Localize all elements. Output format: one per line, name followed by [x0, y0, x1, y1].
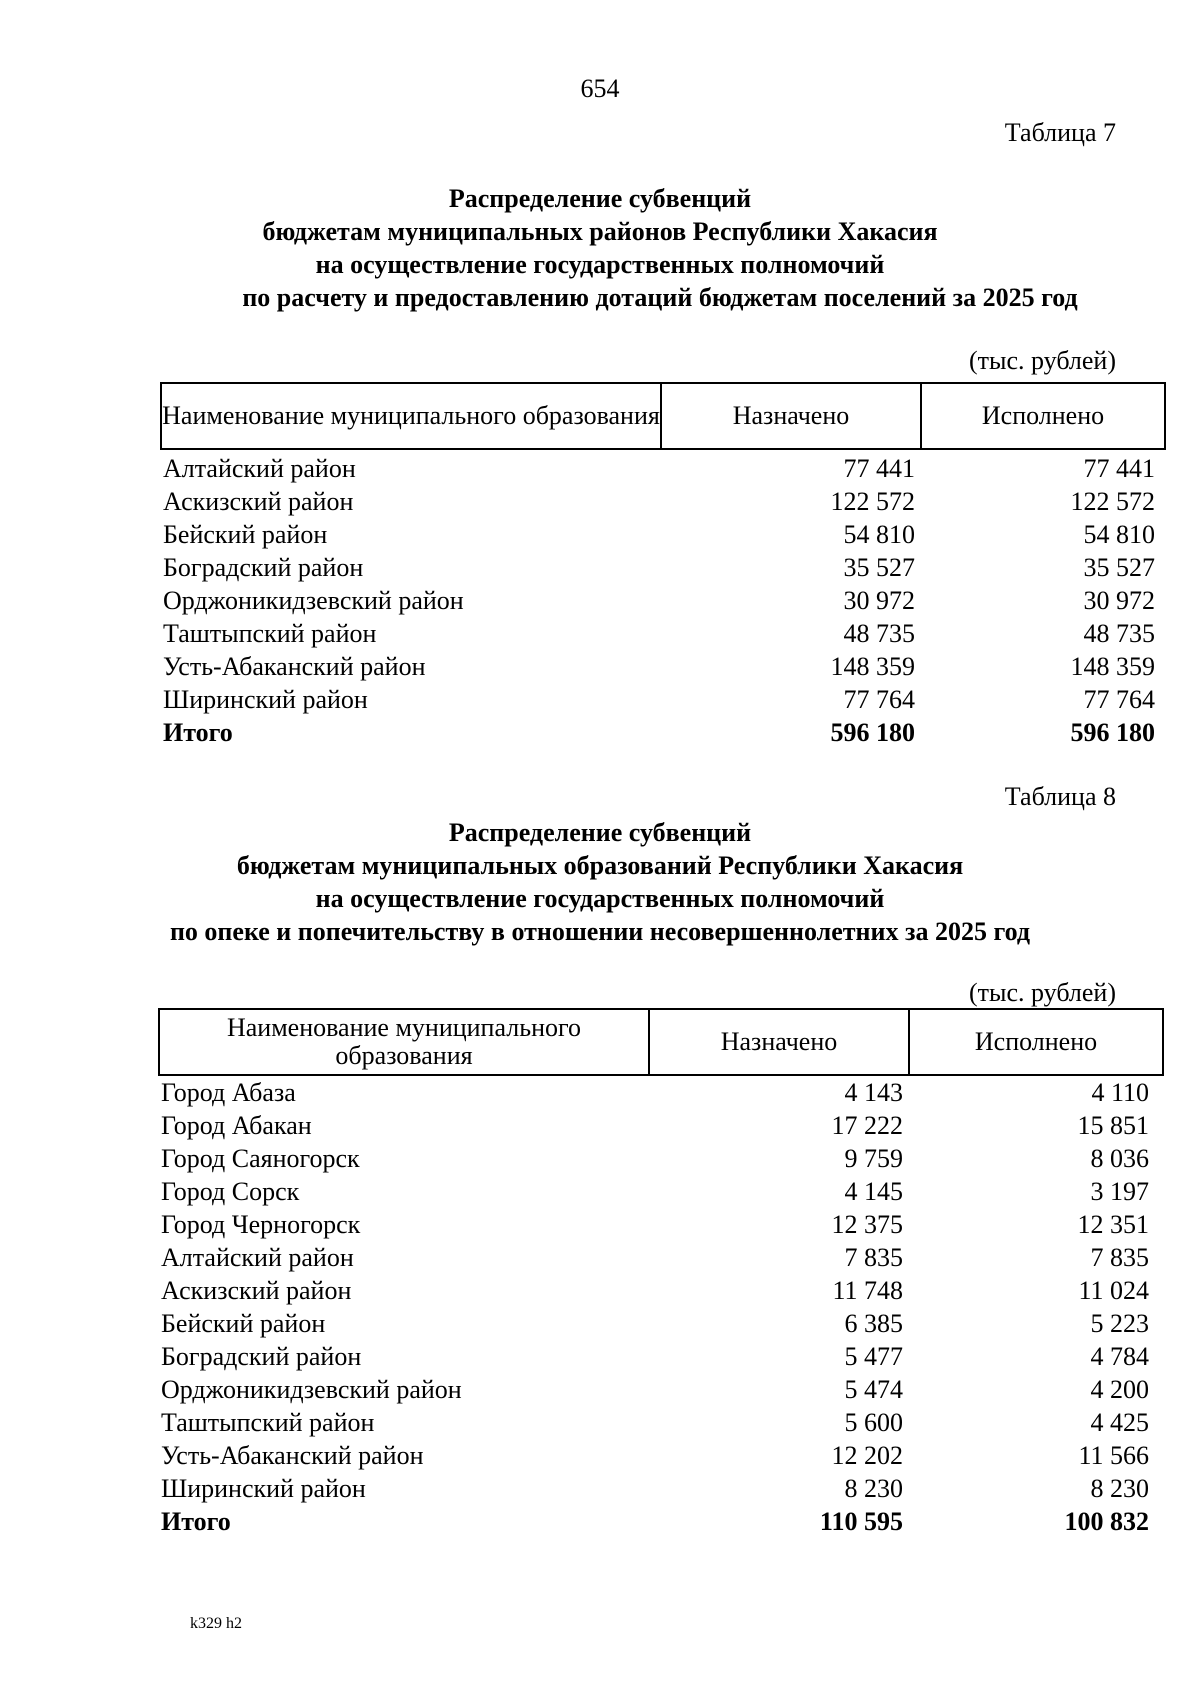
row-executed: 30 972 [1083, 586, 1155, 615]
row-executed: 4 784 [1090, 1342, 1149, 1371]
row-executed: 11 566 [1078, 1441, 1149, 1470]
row-assigned: 35 527 [843, 553, 915, 582]
row-executed: 4 110 [1091, 1078, 1149, 1107]
table-row [159, 1406, 1163, 1439]
table-row [159, 1307, 1163, 1340]
row-executed: 122 572 [1070, 487, 1155, 516]
table-row [159, 1175, 1163, 1208]
row-name: Таштыпский район [161, 1408, 375, 1437]
table-row [159, 1241, 1163, 1274]
table-row [161, 518, 1165, 551]
row-assigned: 5 474 [844, 1375, 903, 1404]
table-8-header-name: Наименование муниципального образования [159, 1009, 649, 1075]
total-executed: 596 180 [1070, 718, 1155, 747]
row-executed: 7 835 [1090, 1243, 1149, 1272]
table-8-header-assigned: Назначено [649, 1009, 909, 1075]
table-7-units: (тыс. рублей) [968, 346, 1116, 375]
row-name: Орджоникидзевский район [163, 586, 464, 615]
table-row [159, 1373, 1163, 1406]
table-7-title-line-2: бюджетам муниципальных районов Республики Хакасия [262, 217, 938, 246]
row-assigned: 148 359 [830, 652, 915, 681]
table-row [159, 1142, 1163, 1175]
row-executed: 11 024 [1078, 1276, 1149, 1305]
row-assigned: 9 759 [844, 1144, 903, 1173]
table-8-title-line-3: на осуществление государственных полномочий [315, 884, 885, 913]
row-executed: 77 764 [1083, 685, 1155, 714]
row-name: Боградский район [163, 553, 364, 582]
table-7-title-line-3: на осуществление государственных полномочий [315, 250, 885, 279]
row-assigned: 77 441 [843, 454, 915, 483]
row-name: Ширинский район [163, 685, 368, 714]
table-row [161, 650, 1165, 683]
total-name: Итого [161, 1507, 231, 1536]
table-row [159, 1274, 1163, 1307]
table-row [159, 1208, 1163, 1241]
row-name: Алтайский район [163, 454, 356, 483]
table-7 [160, 382, 1166, 749]
row-executed: 15 851 [1077, 1111, 1149, 1140]
table-row [161, 452, 1165, 485]
total-assigned: 596 180 [830, 718, 915, 747]
row-assigned: 122 572 [830, 487, 915, 516]
table-8 [158, 1008, 1164, 1538]
row-name: Боградский район [161, 1342, 362, 1371]
table-row [159, 1075, 1163, 1109]
row-name: Бейский район [161, 1309, 326, 1338]
footer-code: k329 h2 [190, 1615, 242, 1632]
row-name: Бейский район [163, 520, 328, 549]
row-assigned: 5 600 [844, 1408, 903, 1437]
table-7-label: Таблица 7 [1004, 118, 1116, 147]
row-name: Аскизский район [163, 487, 354, 516]
table-row [159, 1340, 1163, 1373]
table-row [161, 617, 1165, 650]
row-assigned: 4 143 [844, 1078, 903, 1107]
row-name: Орджоникидзевский район [161, 1375, 462, 1404]
total-name: Итого [163, 718, 233, 747]
row-name: Город Сорск [161, 1177, 300, 1206]
row-assigned: 12 202 [831, 1441, 903, 1470]
total-assigned: 110 595 [819, 1507, 903, 1536]
table-7-header-executed: Исполнено [921, 383, 1165, 449]
row-assigned: 12 375 [831, 1210, 903, 1239]
row-executed: 35 527 [1083, 553, 1155, 582]
table-row [161, 683, 1165, 716]
row-assigned: 48 735 [843, 619, 915, 648]
row-executed: 77 441 [1083, 454, 1155, 483]
table-7-header-name: Наименование муниципального образования [161, 383, 661, 449]
row-assigned: 4 145 [844, 1177, 903, 1206]
row-assigned: 77 764 [843, 685, 915, 714]
row-executed: 8 230 [1090, 1474, 1149, 1503]
table-7-title-line-1: Распределение субвенций [448, 184, 752, 213]
table-8-units: (тыс. рублей) [968, 978, 1116, 1007]
row-assigned: 7 835 [844, 1243, 903, 1272]
table-row [161, 584, 1165, 617]
table-8-label: Таблица 8 [1004, 782, 1116, 811]
table-7-header-assigned: Назначено [661, 383, 921, 449]
row-name: Город Абакан [161, 1111, 312, 1140]
table-8-title [0, 816, 1200, 948]
table-7-title [0, 182, 1200, 314]
table-row [161, 551, 1165, 584]
row-assigned: 6 385 [844, 1309, 903, 1338]
total-executed: 100 832 [1064, 1507, 1149, 1536]
row-assigned: 5 477 [844, 1342, 903, 1371]
table-8-title-line-4: по опеке и попечительству в отношении несовершеннолетних за 2025 год [169, 917, 1031, 946]
row-name: Усть-Абаканский район [163, 652, 426, 681]
table-8-header-row [159, 1009, 1163, 1075]
table-row [161, 485, 1165, 518]
row-executed: 8 036 [1090, 1144, 1149, 1173]
row-executed: 148 359 [1070, 652, 1155, 681]
row-name: Город Черногорск [161, 1210, 361, 1239]
row-executed: 48 735 [1083, 619, 1155, 648]
table-8-header-executed: Исполнено [909, 1009, 1163, 1075]
row-name: Таштыпский район [163, 619, 377, 648]
row-name: Усть-Абаканский район [161, 1441, 424, 1470]
row-executed: 54 810 [1083, 520, 1155, 549]
row-executed: 4 425 [1090, 1408, 1149, 1437]
table-row [159, 1109, 1163, 1142]
row-executed: 5 223 [1090, 1309, 1149, 1338]
row-executed: 3 197 [1090, 1177, 1149, 1206]
row-name: Аскизский район [161, 1276, 352, 1305]
row-name: Город Саяногорск [161, 1144, 360, 1173]
row-assigned: 11 748 [832, 1276, 903, 1305]
table-row [159, 1439, 1163, 1472]
table-row [159, 1472, 1163, 1505]
table-total-row [159, 1505, 1163, 1538]
row-assigned: 54 810 [843, 520, 915, 549]
page-number: 654 [580, 74, 620, 103]
table-total-row [161, 716, 1165, 749]
table-8-title-line-2: бюджетам муниципальных образований Республики Хакасия [236, 851, 964, 880]
table-7-title-line-4: по расчету и предоставлению дотаций бюджетам поселений за 2025 год [242, 283, 1078, 312]
table-7-header-row [161, 383, 1165, 449]
row-name: Город Абаза [161, 1078, 296, 1107]
row-assigned: 17 222 [831, 1111, 903, 1140]
row-assigned: 8 230 [844, 1474, 903, 1503]
row-name: Алтайский район [161, 1243, 354, 1272]
row-assigned: 30 972 [843, 586, 915, 615]
table-8-title-line-1: Распределение субвенций [448, 818, 752, 847]
row-executed: 12 351 [1077, 1210, 1149, 1239]
row-executed: 4 200 [1090, 1375, 1149, 1404]
row-name: Ширинский район [161, 1474, 366, 1503]
